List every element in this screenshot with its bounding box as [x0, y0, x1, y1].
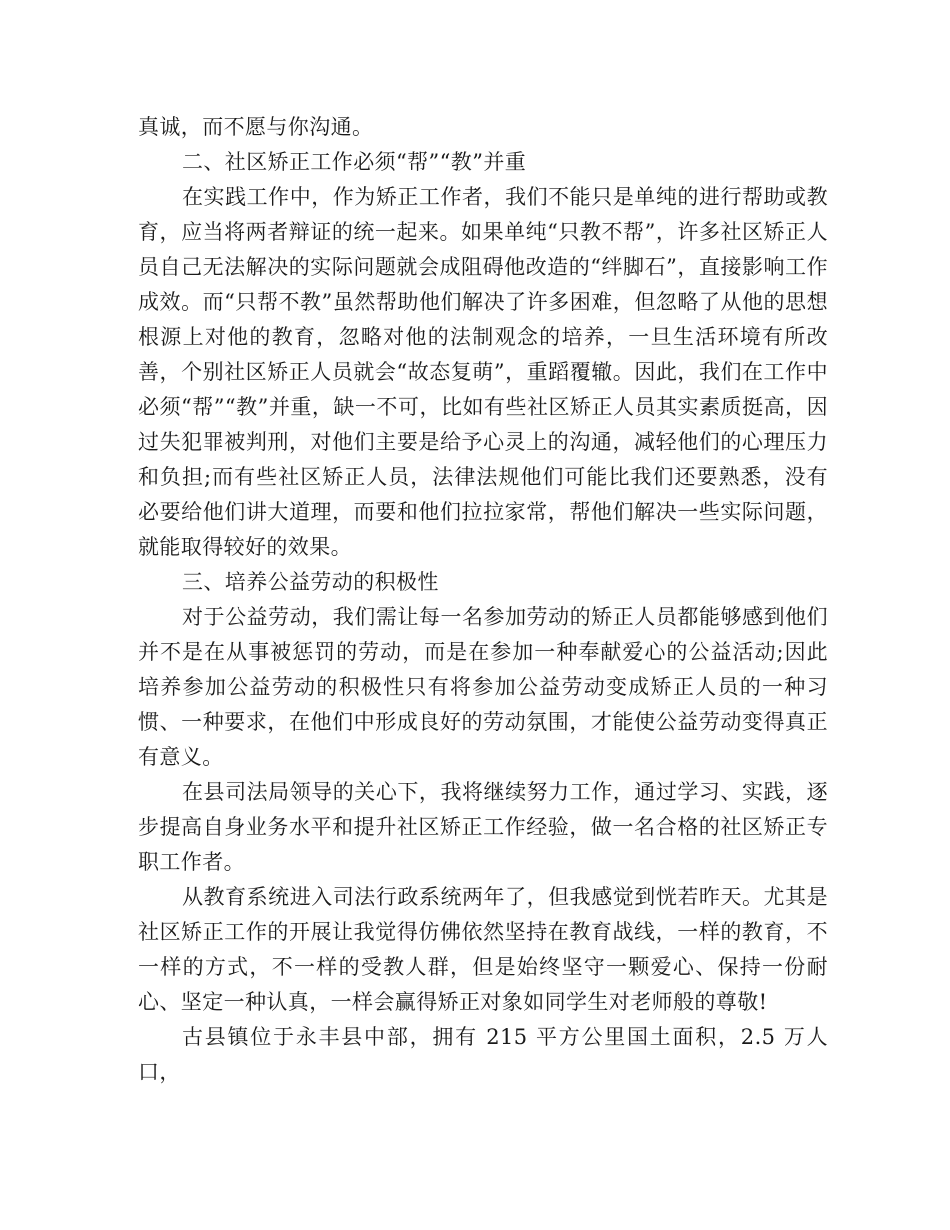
document-body	[138, 110, 828, 1090]
section-heading-2: 二、社区矫正工作必须“帮”“教”并重	[182, 150, 527, 174]
paragraph-continuation: 真诚，而不愿与你沟通。	[138, 115, 374, 139]
paragraph-help-and-educate: 在实践工作中，作为矫正工作者，我们不能只是单纯的进行帮助或教育，应当将两者辩证的统一起来。如果单纯“只教不帮”，许多社区矫正人员自己无法解决的实际问题就会成阻碍他改造的“绊脚石”，直接影响工作成效。而“只帮不教”虽然帮助他们解决了许多困难，但忽略了从他的思想根源上对他的教育，忽略对他的法制观念的培养，一旦生活环境有所改善，个别社区矫正人员就会“故态复萌”，重蹈覆辙。因此，我们在工作中必须“帮”“教”并重，缺一不可，比如有些社区矫正人员其实素质挺高，因过失犯罪被判刑，对他们主要是给予心灵上的沟通，减轻他们的心理压力和负担;而有些社区矫正人员，法律法规他们可能比我们还要熟悉，没有必要给他们讲大道理，而要和他们拉拉家常，帮他们解决一些实际问题，就能取得较好的效果。	[138, 185, 828, 559]
paragraph-reflection: 从教育系统进入司法行政系统两年了，但我感觉到恍若昨天。尤其是社区矫正工作的开展让我觉得仿佛依然坚持在教育战线，一样的教育，不一样的方式，不一样的受教人群，但是始终坚守一颗爱心、保持一份耐心、坚定一种认真，一样会赢得矫正对象如同学生对老师般的尊敬!	[138, 885, 828, 1014]
paragraph-public-labor: 对于公益劳动，我们需让每一名参加劳动的矫正人员都能够感到他们并不是在从事被惩罚的劳动，而是在参加一种奉献爱心的公益活动;因此培养参加公益劳动的积极性只有将参加公益劳动变成矫正人员的一种习惯、一种要求，在他们中形成良好的劳动氛围，才能使公益劳动变得真正有意义。	[138, 605, 828, 769]
paragraph-town-intro: 古县镇位于永丰县中部，拥有 215 平方公里国土面积，2.5 万人口，	[138, 1025, 828, 1084]
paragraph-commitment: 在县司法局领导的关心下，我将继续努力工作，通过学习、实践，逐步提高自身业务水平和提升社区矫正工作经验，做一名合格的社区矫正专职工作者。	[138, 780, 828, 874]
section-heading-3: 三、培养公益劳动的积极性	[182, 570, 439, 594]
